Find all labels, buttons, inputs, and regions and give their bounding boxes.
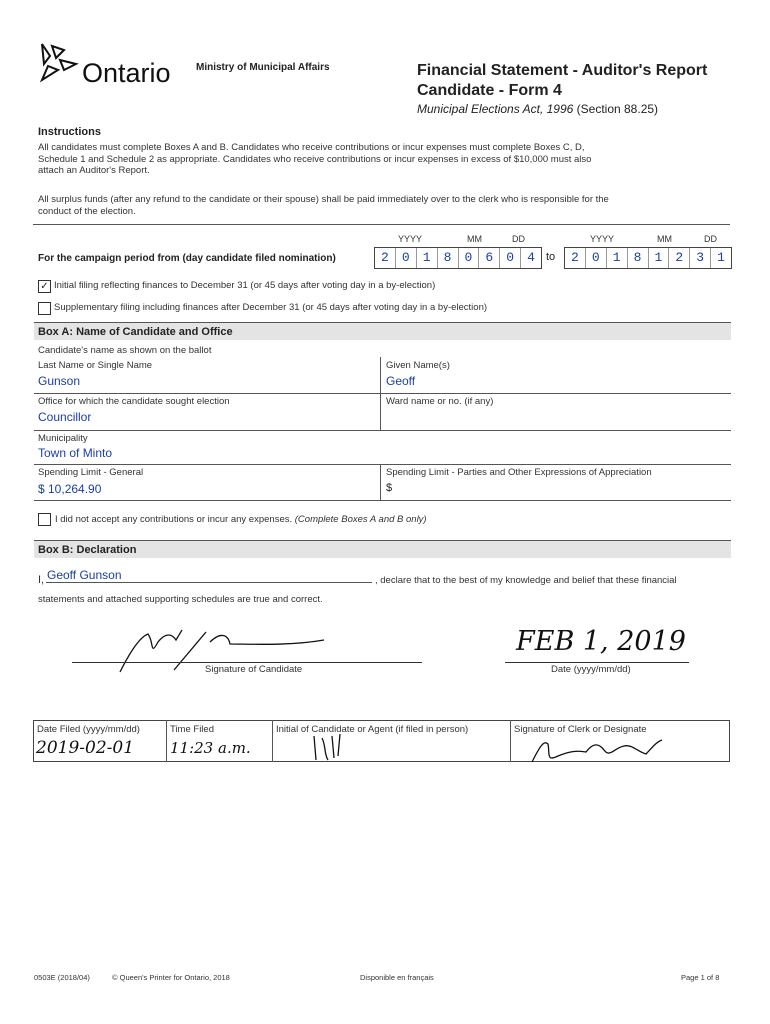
no-contributions-label <box>55 514 427 525</box>
instructions-paragraph-2 <box>38 194 698 217</box>
date-filed-field[interactable]: 2019-02-01 <box>36 738 135 758</box>
clerk-signature-label: Signature of Clerk or Designate <box>514 724 647 735</box>
yyyy-header: YYYY <box>398 234 423 244</box>
instructions-line: Schedule 1 and Schedule 2 as appropriate. Candidates who receive contributions or incur expenses in excess of $10,000 must also <box>38 153 592 165</box>
box-b-heading: Box B: Declaration <box>34 540 731 558</box>
digit: 8 <box>628 248 649 268</box>
given-name-field[interactable]: Geoff <box>386 374 416 388</box>
divider <box>272 720 273 762</box>
initial-label: Initial of Candidate or Agent (if filed in person) <box>276 724 469 735</box>
last-name-field[interactable]: Gunson <box>38 374 81 388</box>
digit: 0 <box>586 248 607 268</box>
divider <box>34 500 731 501</box>
declarant-name-field[interactable]: Geoff Gunson <box>47 568 122 582</box>
digit: 1 <box>649 248 670 268</box>
page-number: Page 1 of 8 <box>681 973 720 982</box>
digit: 8 <box>438 248 459 268</box>
divider <box>166 720 167 762</box>
no-contributions-text: I did not accept any contributions or incur any expenses. <box>55 514 293 525</box>
municipality-label: Municipality <box>38 433 88 444</box>
period-from-field[interactable] <box>374 247 542 269</box>
divider <box>380 464 381 500</box>
supplementary-filing-checkbox[interactable] <box>38 302 51 315</box>
period-label: For the campaign period from (day candidate filed nomination) <box>38 253 336 264</box>
office-label: Office for which the candidate sought election <box>38 396 230 407</box>
divider <box>34 464 731 465</box>
municipality-field[interactable]: Town of Minto <box>38 446 113 460</box>
declaration-date-field[interactable]: FEB 1, 2019 <box>516 626 686 657</box>
ballot-name-label: Candidate's name as shown on the ballot <box>38 345 212 356</box>
logo-text: Ontario <box>82 58 171 88</box>
dd-header: DD <box>512 234 525 244</box>
act-reference <box>417 102 658 116</box>
digit: 3 <box>690 248 711 268</box>
date-line <box>505 662 689 663</box>
digit: 2 <box>375 248 396 268</box>
digit: 0 <box>459 248 480 268</box>
digit: 0 <box>500 248 521 268</box>
period-to-field[interactable] <box>564 247 732 269</box>
instructions-line: conduct of the election. <box>38 205 136 217</box>
trillium-icon <box>34 40 80 86</box>
signature-line <box>72 662 422 663</box>
digit: 6 <box>479 248 500 268</box>
instructions-heading: Instructions <box>38 126 101 138</box>
date-label: Date (yyyy/mm/dd) <box>551 664 631 675</box>
digit: 1 <box>607 248 628 268</box>
ward-label: Ward name or no. (if any) <box>386 396 494 407</box>
declaration-text-2: statements and attached supporting schedules are true and correct. <box>38 594 323 605</box>
instructions-line: attach an Auditor's Report. <box>38 165 150 176</box>
no-contributions-checkbox[interactable] <box>38 513 51 526</box>
instructions-line: All candidates must complete Boxes A and B. Candidates who receive contributions or incur expenses must complete Boxes C, D, <box>38 142 585 153</box>
time-filed-label: Time Filed <box>170 724 214 735</box>
time-filed-field[interactable]: 11:23 a.m. <box>170 739 251 757</box>
copyright: © Queen's Printer for Ontario, 2018 <box>112 973 230 982</box>
instructions-line: All surplus funds (after any refund to the candidate or their spouse) shall be paid immediately over to the clerk who is responsible for the <box>38 194 609 205</box>
digit: 0 <box>396 248 417 268</box>
digit: 1 <box>417 248 438 268</box>
spending-parties-field[interactable]: $ <box>386 482 393 494</box>
form-subtitle: Candidate - Form 4 <box>417 82 562 99</box>
to-label: to <box>546 251 556 263</box>
initial-filing-checkbox[interactable]: ✓ <box>38 280 51 293</box>
digit: 4 <box>527 250 535 265</box>
digit: 2 <box>669 248 690 268</box>
spending-general-label: Spending Limit - General <box>38 467 144 478</box>
last-name-label: Last Name or Single Name <box>38 360 153 371</box>
office-field[interactable]: Councillor <box>38 410 92 424</box>
dd-header: DD <box>704 234 717 244</box>
declaration-i: I, <box>38 574 45 586</box>
declaration-text: , declare that to the best of my knowledge and belief that these financial <box>375 575 677 586</box>
form-code: 0503E (2018/04) <box>34 973 90 982</box>
box-a-heading: Box A: Name of Candidate and Office <box>34 322 731 340</box>
date-filed-label: Date Filed (yyyy/mm/dd) <box>37 724 140 735</box>
form-title: Financial Statement - Auditor's Report <box>417 62 708 79</box>
given-name-label: Given Name(s) <box>386 360 450 371</box>
divider <box>33 224 730 225</box>
instructions-paragraph-1 <box>38 142 698 177</box>
divider <box>34 430 731 431</box>
divider <box>34 393 731 394</box>
signature-label: Signature of Candidate <box>205 664 303 675</box>
french-availability: Disponible en français <box>360 973 434 982</box>
mm-header: MM <box>657 234 672 244</box>
spending-parties-label: Spending Limit - Parties and Other Expressions of Appreciation <box>386 467 652 478</box>
supplementary-filing-label: Supplementary filing including finances after December 31 (or 45 days after voting day in a by-election) <box>54 302 488 313</box>
initial-mark <box>310 732 350 764</box>
act-name: Municipal Elections Act, 1996 <box>417 102 574 116</box>
initial-filing-label: Initial filing reflecting finances to December 31 (or 45 days after voting day in a by-election) <box>54 280 436 291</box>
name-underline <box>46 582 372 583</box>
ministry-name: Ministry of Municipal Affairs <box>196 62 330 73</box>
digit: 2 <box>565 248 586 268</box>
spending-general-field[interactable]: $ 10,264.90 <box>38 482 102 496</box>
digit: 1 <box>717 250 725 265</box>
no-contributions-note: (Complete Boxes A and B only) <box>294 514 427 525</box>
mm-header: MM <box>467 234 482 244</box>
act-section: (Section 88.25) <box>576 102 659 116</box>
clerk-signature <box>528 736 668 766</box>
divider <box>380 357 381 431</box>
yyyy-header: YYYY <box>590 234 615 244</box>
divider <box>510 720 511 762</box>
